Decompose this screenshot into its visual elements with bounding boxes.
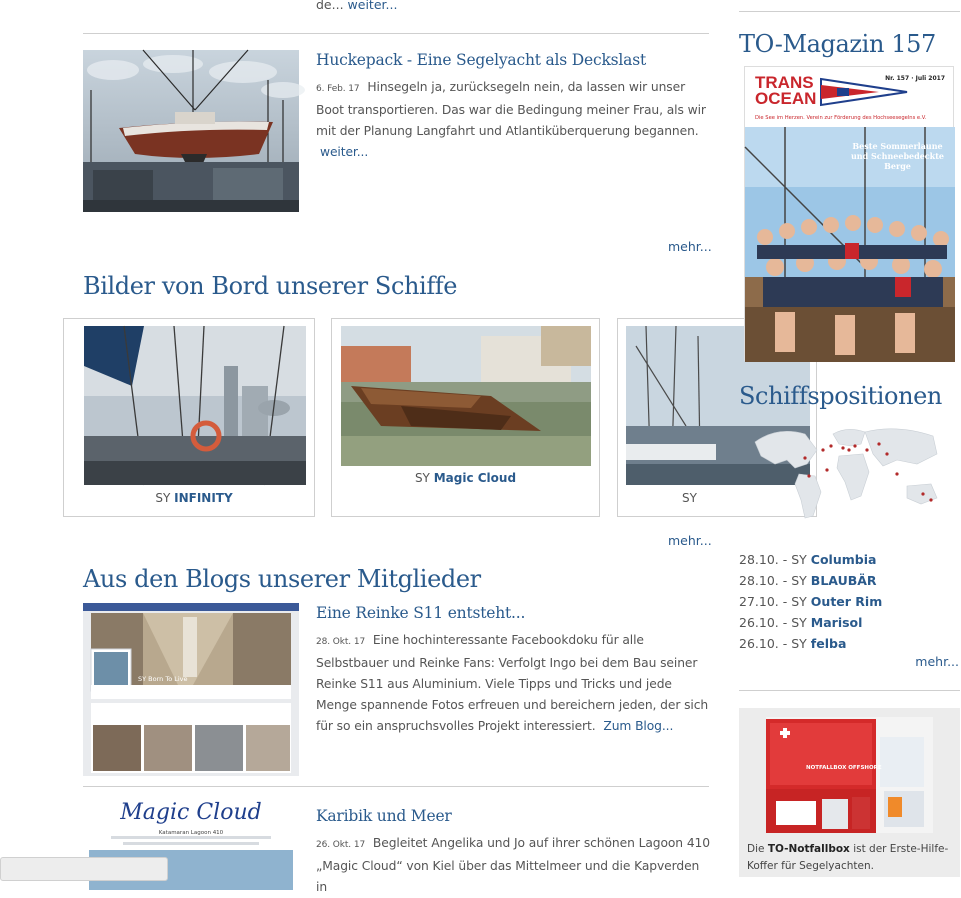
blog-excerpt: 28. Okt. 17 Eine hochinteressante Facebookdoku für alle Selbstbauer und Reinke Fans: Verfolgt Ingo bei dem Bau seiner Reinke S11 aus Aluminium. Viele Tipps und Tricks und jede Menge spannende Fotos erfreuen und bereichern jeden, der sich für so ein anspruchsvolles Projekt interessiert. Zum Blog... [316,633,709,733]
weiter-link[interactable]: weiter... [320,145,369,159]
text-line [111,836,271,839]
previous-article-tail: de... weiter... [316,0,397,12]
article-date: 6. Feb. 17 [316,84,360,94]
magazine-cover[interactable] [744,66,954,361]
notfallbox-teaser[interactable] [739,708,960,877]
gallery-carousel [83,318,710,518]
positions-list [739,549,960,654]
article-image-sailboat-crane[interactable] [83,50,299,212]
notfallbox-text: Die TO-Notfallbox ist der Erste-Hilfe-Koffer für Segelyachten. [747,843,949,872]
positions-heading: Schiffspositionen [739,382,942,410]
gallery-heading: Bilder von Bord unserer Schiffe [83,272,458,300]
notfallbox-label: NOTFALLBOX OFFSHORE [806,765,882,771]
position-item[interactable]: 27.10. - SY Outer Rim [739,594,883,609]
text-line [123,842,259,845]
gallery-photo-infinity[interactable] [84,326,306,485]
blogs-heading: Aus den Blogs unserer Mitglieder [83,565,481,593]
magazine-issue: Nr. 157 · Juli 2017 [885,75,945,82]
notfallbox-image[interactable] [766,717,933,833]
magic-cloud-logo: Magic Cloud [120,800,262,825]
boat-name[interactable]: Magic Cloud [433,471,517,485]
sidebar-divider [739,690,960,691]
gallery-caption: SY INFINITY [155,491,233,505]
sidebar [739,0,961,877]
positions-more-link[interactable]: mehr... [915,654,959,669]
gallery-caption: SY Magic Cloud [414,471,517,485]
blog-title-link[interactable]: Eine Reinke S11 entsteht... [316,604,526,622]
blog-title-link[interactable]: Karibik und Meer [316,807,452,825]
magazine-brand: TRANS OCEAN [755,73,817,108]
blog-article [83,603,710,778]
facebook-page-name: SY Born To Live [138,675,188,683]
position-item[interactable]: 28.10. - SY BLAUBÄR [739,573,877,588]
magazine-heading: TO-Magazin 157 [739,30,936,58]
position-item[interactable]: 28.10. - SY Columbia [739,552,877,567]
gallery-more-link[interactable]: mehr... [668,533,712,548]
magazine-headline: Beste Sommerlaune und Schneebedeckte Berge [850,141,945,171]
blog-image-facebook-page[interactable] [83,603,299,776]
blog-article [83,800,710,894]
boat-name[interactable]: INFINITY [174,491,233,505]
world-map[interactable] [747,420,947,528]
magic-cloud-subtitle: Katamaran Lagoon 410 [158,830,224,836]
cookie-bar[interactable] [0,857,168,881]
position-item[interactable]: 26.10. - SY Marisol [739,615,863,630]
zum-blog-link[interactable]: Zum Blog... [603,719,674,733]
article-excerpt: 6. Feb. 17 Hinsegeln ja, zurücksegeln nein, da lassen wir unser Boot transportieren. Das war die Bedingung meiner Frau, als wir mit der Planung Langfahrt und Atlantiküberquerung begannen. weiter... [316,80,706,159]
gallery-card[interactable] [331,318,600,517]
weiter-link[interactable]: weiter... [347,0,398,12]
gallery-card[interactable] [63,318,315,517]
notfallbox-name[interactable]: TO-Notfallbox [767,843,850,855]
sidebar-divider [739,11,960,12]
article-title-link[interactable]: Huckepack - Eine Segelyacht als Deckslast [316,51,646,69]
news-article [83,50,710,220]
divider [83,33,709,34]
gallery-caption: SY [682,491,697,505]
magazine-tagline: Die See im Herzen. Verein zur Förderung des Hochseesegelns e.V. [755,115,927,121]
magazine-cover-photo [745,127,955,362]
position-item[interactable]: 26.10. - SY felba [739,636,847,651]
main-column [83,0,712,894]
blog-excerpt: 26. Okt. 17 Begleitet Angelika und Jo auf ihrer schönen Lagoon 410 „Magic Cloud“ von Kiel über das Mittelmeer und die Kapverden in [316,836,710,894]
divider [83,786,709,787]
blog-date: 28. Okt. 17 [316,637,366,647]
blog-date: 26. Okt. 17 [316,840,366,850]
gallery-photo-magic-cloud[interactable] [341,326,591,466]
news-more-link[interactable]: mehr... [668,239,712,254]
